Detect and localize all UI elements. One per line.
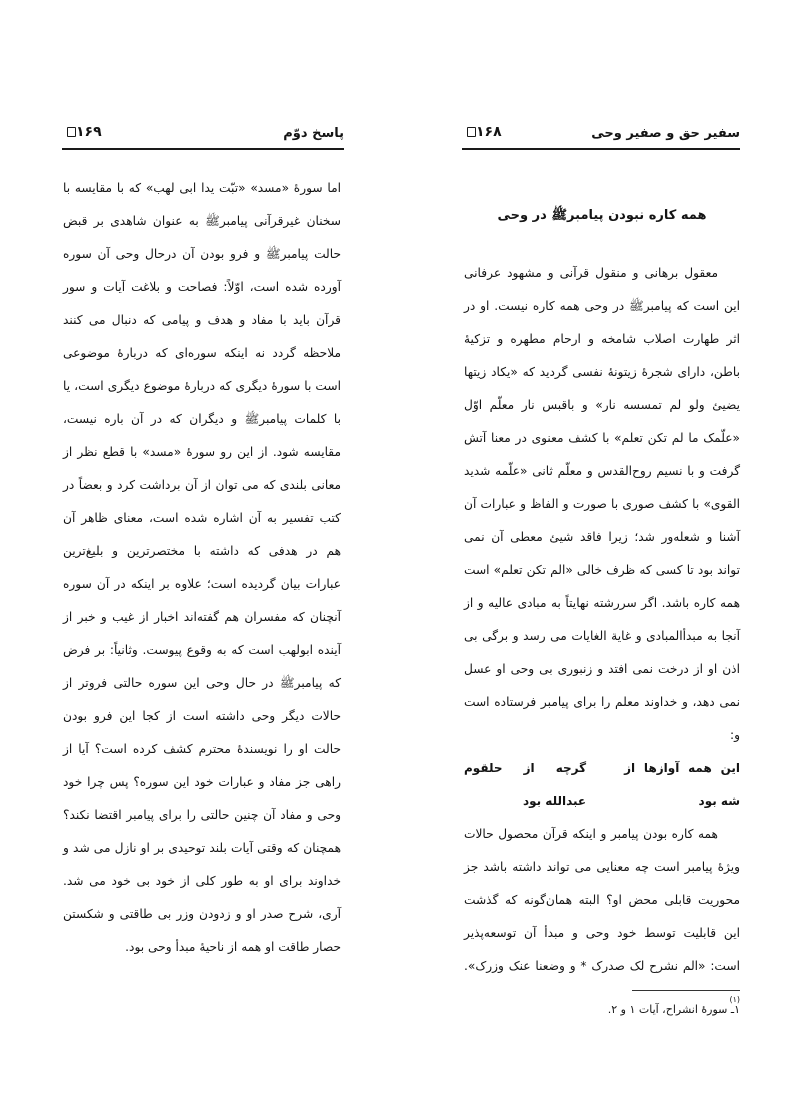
left-page-header <box>62 118 344 150</box>
verse-hemistich-2: گرچه از حلقوم عبدالله بود <box>464 761 587 808</box>
right-running-title: سفیر حق و صفیر وحی <box>591 126 740 141</box>
section-heading: همه کاره نبودن پیامبرﷺ در وحی <box>497 208 707 223</box>
left-page-number-group <box>62 124 102 140</box>
footnote-marker: (۱) <box>729 995 740 1004</box>
right-page-number-group <box>462 124 502 140</box>
right-page <box>400 0 800 1100</box>
left-page-body <box>63 172 341 964</box>
paragraph-2-text: همه کاره بودن پیامبر و اینکه قرآن محصول حالات ویژهٔ پیامبر است چه معنایی می تواند داشته باشد جز محوریت قابلی محض او؟ البته همان‌گونه که گذشت این قابلیت توسط خود وحی و مبدأ آن توسعه‌پذیر است: «الم نشرح لک صدرک * و وضعنا عنک وزرک». <box>464 827 740 973</box>
poem-verse <box>464 752 740 818</box>
book-icon <box>467 127 476 137</box>
left-running-title: پاسخ دوّم <box>283 126 344 141</box>
left-body-paragraph: اما سورهٔ «مسد» «تبّت یدا ابی لهب» که با مقایسه با سخنان غیرقرآنی پیامبرﷺ به عنوان شاهدی بر قبض حالت پیامبرﷺ و فرو بودن آن درحال وحی آن سوره آورده شده است، اوّلاً: فصاحت و بلاغت آیات و سور قرآن باید با مفاد و هدف و پیامی که دنبال می کنند ملاحظه گردد نه اینکه سوره‌ای که دربارهٔ موضوعی است با سورهٔ دیگری که دربارهٔ موضوع دیگری است، یا با کلمات پیامبرﷺ و دیگران که در آن باره نیست، مقایسه شود. از این رو سورهٔ «مسد» با قطع نظر از معانی بلندی که می توان از آن برداشت کرد و بعضاً در کتب تفسیر به آن اشاره شده است، معنای ظاهر آن هم در هدفی که داشته با مختصرترین و بلیغ‌ترین عبارات بیان گردیده است؛ علاوه بر اینکه در آن سوره آنچنان که مفسران هم گفته‌اند اخبار از غیب و خبر از آینده ابولهب است که به وقوع پیوست. وثانیاً: بر فرض که پیامبرﷺ در حال وحی این سوره حالتی فروتر از حالات دیگر وحی داشته است از کجا این فرو بودن حالت او را نویسندهٔ محترم کشف کرده است؟ آیا از راهی جز مفاد و عبارات خود این سوره؟ پس چرا خود وحی و مفاد آن چنین حالتی را برای پیامبر اقتضا نکند؟ همچنان که وقتی آیات بلند توحیدی بر او نازل می شد و خداوند برای او به طور کلی از خود بی خود می شد. آری، شرح صدر او و زدودن وزر بی طاقتی و شکستن حصار طاقت او همه از ناحیهٔ مبدأ وحی بود. <box>63 181 341 954</box>
left-page-number: ۱۶۹ <box>76 124 102 140</box>
footnote-divider <box>632 990 740 991</box>
right-page-number: ۱۶۸ <box>476 124 502 140</box>
right-page-body <box>464 257 740 1020</box>
right-body-paragraph-1: معقول برهانی و منقول قرآنی و مشهود عرفانی این است که پیامبرﷺ در وحی همه کاره نیست. او در اثر طهارت اصلاب شامخه و ارحام مطهره و تزکیهٔ باطن، دارای شجرهٔ زیتونهٔ نفسی گردید که «یکاد زیتها یضیئ ولو لم تمسسه نار» و باقبس نار معلّم اوّل «علّمک ما لم تکن تعلم» با کشف معنوی در معنا آتش گرفت و با نسیم روح‌القدس و معلّم ثانی «علّمه شدید القوی» با کشف صوری با صورت و الفاظ و عبارات آن آشنا و شعله‌ور شد؛ زیرا فاقد شیئ معطی آن نمی تواند بود تا کسی که ظرف خالی «الم تکن تعلم» است همه کاره باشد. اگر سررشته نهایتاً به مبادی عالیه و از آنجا به مبدأالمبادی و غایة الغایات می رسد و برگی بی اذن او از درخت نمی افتد و زنبوری بی وحی او عسل نمی دهد، و خداوند معلم را برای پیامبر فرستاده است و: <box>464 266 740 742</box>
book-icon <box>67 127 76 137</box>
verse-hemistich-1: این همه آوازها از شه بود <box>624 761 740 808</box>
footnote: ۱ـ سورهٔ انشراح، آیات ۱ و ۲. <box>607 1003 740 1016</box>
right-page-header <box>462 118 740 150</box>
